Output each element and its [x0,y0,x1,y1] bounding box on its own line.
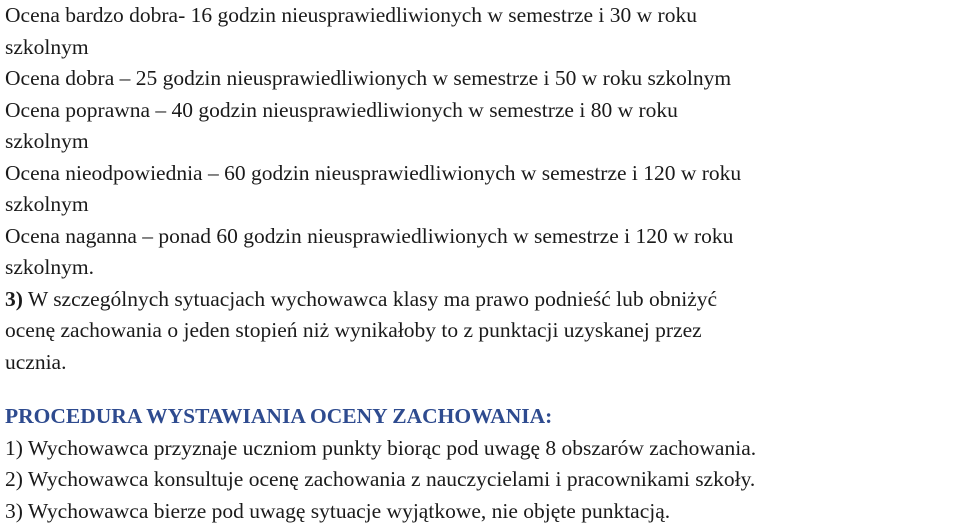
point-3-line-3: ucznia. [5,347,955,379]
grade-very-good-line-1: Ocena bardzo dobra- 16 godzin nieusprawiedliwionych w semestrze i 30 w roku [5,0,955,32]
grade-very-good-line-2: szkolnym [5,32,955,64]
grade-acceptable-line-2: szkolnym [5,126,955,158]
point-3-line-2: ocenę zachowania o jeden stopień niż wynikałoby to z punktacji uzyskanej przez [5,315,955,347]
point-3-text-1: W szczególnych sytuacjach wychowawca klasy ma prawo podnieść lub obniżyć [23,287,717,311]
document-page [5,0,955,527]
procedure-step-1: 1) Wychowawca przyznaje uczniom punkty biorąc pod uwagę 8 obszarów zachowania. [5,433,955,465]
absence-grade-list [5,0,955,284]
procedure-section [5,401,955,527]
point-3-line-1 [5,284,955,316]
grade-inappropriate-line-1: Ocena nieodpowiednia – 60 godzin nieusprawiedliwionych w semestrze i 120 w roku [5,158,955,190]
procedure-heading: PROCEDURA WYSTAWIANIA OCENY ZACHOWANIA: [5,401,955,433]
grade-reprehensible-line-1: Ocena naganna – ponad 60 godzin nieusprawiedliwionych w semestrze i 120 w roku [5,221,955,253]
grade-acceptable-line-1: Ocena poprawna – 40 godzin nieusprawiedliwionych w semestrze i 80 w roku [5,95,955,127]
grade-reprehensible-line-2: szkolnym. [5,252,955,284]
grade-inappropriate-line-2: szkolnym [5,189,955,221]
point-3-paragraph [5,284,955,379]
point-3-number: 3) [5,287,23,311]
procedure-step-2: 2) Wychowawca konsultuje ocenę zachowania z nauczycielami i pracownikami szkoły. [5,464,955,496]
procedure-step-3: 3) Wychowawca bierze pod uwagę sytuacje wyjątkowe, nie objęte punktacją. [5,496,955,527]
grade-good-line-1: Ocena dobra – 25 godzin nieusprawiedliwionych w semestrze i 50 w roku szkolnym [5,63,955,95]
